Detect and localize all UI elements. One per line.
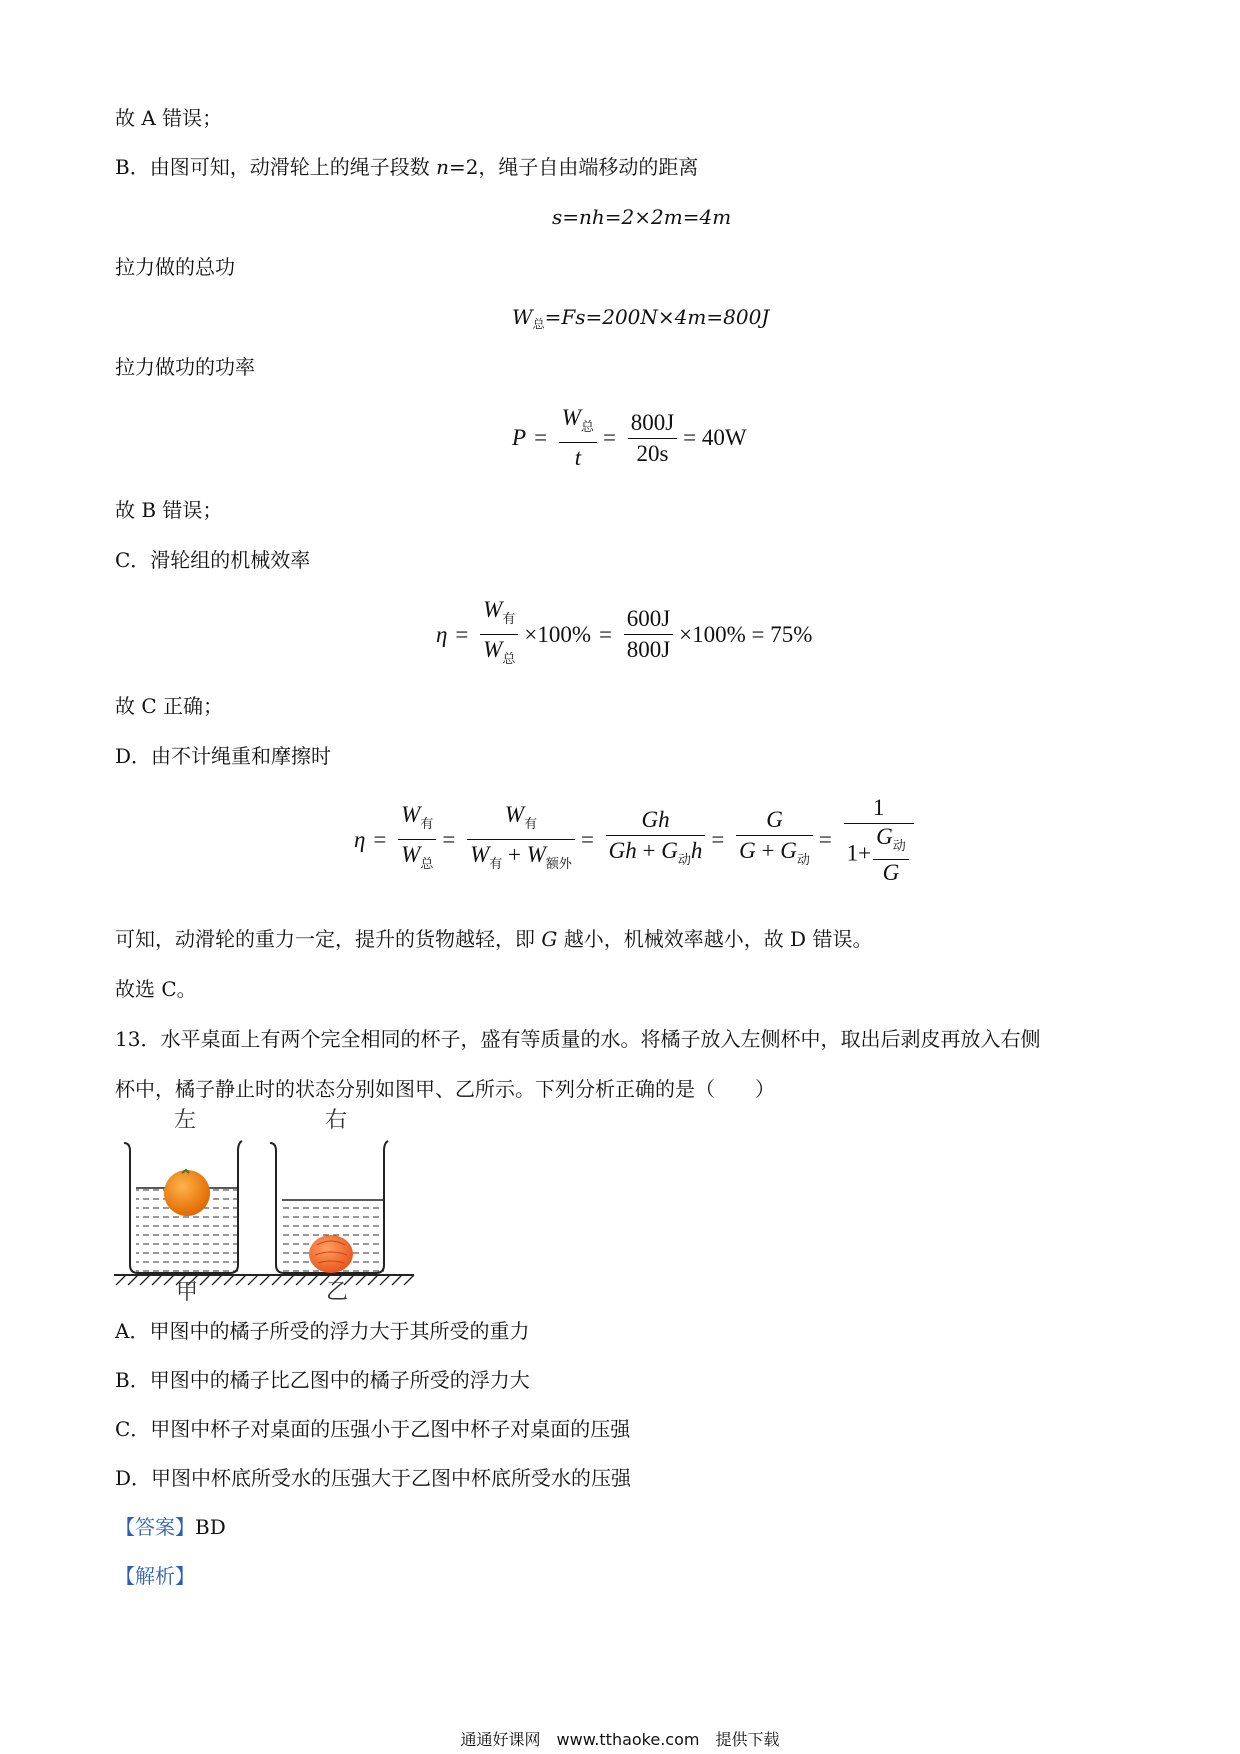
option-d: D．甲图中杯底所受水的压强大于乙图中杯底所受水的压强 (115, 1466, 632, 1490)
analysis-label: 【解析】 (115, 1564, 195, 1588)
page-footer: 通通好课网 www.tthaoke.com 提供下载 (460, 1730, 780, 1749)
frac-3: $\frac{Gh}{Gh + G_动h}$ (606, 807, 706, 873)
sub: 动 (677, 851, 691, 867)
var-w: W (401, 802, 421, 827)
label-right: 右 (325, 1108, 348, 1133)
num: 800J (628, 410, 677, 439)
var-g: G (882, 860, 900, 885)
result: = 40W (683, 425, 747, 450)
var-g: G (541, 927, 558, 951)
line-b-wrong: 故 B 错误； (115, 498, 223, 522)
line-c-correct: 故 C 正确； (115, 694, 224, 718)
equation-distance: s=nh=2×2m=4m (552, 205, 732, 229)
var-g: G (641, 806, 659, 832)
num: 600J (624, 606, 673, 635)
option-b: B．甲图中的橘子比乙图中的橘子所受的浮力大 (115, 1368, 530, 1392)
analysis-line (115, 1562, 195, 1590)
sub: 有 (420, 816, 434, 831)
var-g: G (736, 807, 813, 836)
sub: 有 (489, 856, 503, 871)
equation-total-work (512, 303, 769, 338)
var-n: n (436, 155, 449, 179)
var-h: h (690, 837, 703, 863)
var-w: W (512, 305, 533, 329)
cups-figure (112, 1105, 422, 1305)
var-w: W (483, 597, 503, 622)
frac-w-t (559, 405, 597, 471)
option-c: C．甲图中杯子对桌面的压强小于乙图中杯子对桌面的压强 (115, 1417, 631, 1441)
table-hatching (116, 1275, 414, 1285)
caption-right: 乙 (326, 1280, 349, 1305)
den: 800J (626, 637, 671, 662)
var-eta: η (354, 826, 366, 852)
line-power: 拉力做功的功率 (115, 355, 255, 379)
left-orange (164, 1170, 210, 1216)
line-d-intro: D．由不计绳重和摩擦时 (115, 744, 332, 768)
label-left: 左 (174, 1108, 197, 1133)
var-eta: η (436, 621, 448, 647)
times: ×100% (524, 621, 591, 647)
sub: 有 (524, 816, 538, 831)
var-g: G (739, 837, 756, 863)
frac-1 (398, 802, 436, 877)
frac-2: $\frac{W_有}{W_有 + W_{额外}}$ (467, 802, 575, 877)
equation-efficiency-d: η = $\frac{W_有}{W_总}$ = $\frac{W_有}{W_有 + W_{额外}}$ = $\frac{Gh}{Gh + G_动h}$ = $\frac{G}{G + G_动}$ = 1 1+ $\frac{G_动}{G}$ (350, 795, 916, 884)
option-a: A．甲图中的橘子所受的浮力大于其所受的重力 (115, 1319, 530, 1343)
var-w: W (470, 842, 490, 867)
cups-diagram (112, 1105, 422, 1290)
frac-w (480, 597, 518, 672)
line-a-wrong: 故 A 错误； (115, 106, 223, 130)
sub: 总 (420, 856, 434, 871)
frac-inner (873, 826, 909, 884)
var-h: h (625, 837, 637, 863)
sub: 额外 (545, 856, 572, 871)
var-g: G (661, 837, 678, 863)
sub: 动 (892, 838, 906, 853)
equation-efficiency: η = $\frac{W_有}{W_总}$ ×100% = $\frac{600J}{800J}$ ×100% = 75% (432, 597, 816, 672)
sub: 有 (502, 611, 516, 626)
var-p: P (512, 425, 527, 450)
result: ×100% = 75% (679, 621, 813, 647)
var-g: G (608, 837, 626, 863)
var-t: t (574, 445, 582, 470)
text: =2，绳子自由端移动的距离 (448, 155, 699, 179)
line-c-intro: C．滑轮组的机械效率 (115, 548, 311, 572)
var-g: G (876, 824, 893, 849)
var-w: W (401, 842, 421, 867)
var-w: W (504, 802, 525, 827)
den: 20s (636, 440, 669, 466)
var-w: W (526, 842, 546, 867)
answer-line (115, 1513, 226, 1541)
frac-4: $\frac{G}{G + G_动}$ (736, 807, 813, 873)
text: B．由图可知，动滑轮上的绳子段数 (115, 155, 437, 179)
answer-label: 【答案】 (115, 1515, 195, 1539)
var-h: h (658, 806, 670, 832)
line-b-intro (115, 153, 698, 181)
question-13-line2: 杯中，橘子静止时的状态分别如图甲、乙所示。下列分析正确的是（ ） (115, 1077, 775, 1101)
sub: 总 (502, 651, 516, 666)
num: 1 (844, 795, 914, 824)
line-choose-c: 故选 C。 (115, 977, 197, 1001)
text: 可知，动滑轮的重力一定，提升的货物越轻，即 (115, 927, 542, 951)
sub: 总 (532, 317, 545, 331)
sub: 总 (580, 419, 594, 434)
equation-power: P = $\frac{W_总}{t}$ = $\frac{800J}{20s}$ = 40W (512, 405, 747, 470)
caption-left: 甲 (176, 1280, 199, 1305)
one-plus: 1+ (846, 840, 872, 866)
var-g: G (780, 837, 797, 863)
var-w: W (561, 405, 581, 430)
frac-600-800 (624, 606, 673, 663)
frac-5 (844, 795, 914, 884)
question-13-line1: 13．水平桌面上有两个完全相同的杯子，盛有等质量的水。将橘子放入左侧杯中，取出后剥皮再放入右侧 (115, 1027, 1041, 1051)
sub: 动 (796, 851, 810, 867)
eq-rest: =Fs=200N×4m=800J (544, 305, 770, 329)
line-d-conclusion (115, 925, 872, 953)
line-total-work: 拉力做的总功 (115, 255, 235, 279)
answer-value: BD (195, 1515, 226, 1539)
text: 越小，机械效率越小，故 D 错误。 (557, 927, 873, 951)
frac-800-20 (628, 410, 677, 467)
var-w: W (483, 637, 503, 662)
